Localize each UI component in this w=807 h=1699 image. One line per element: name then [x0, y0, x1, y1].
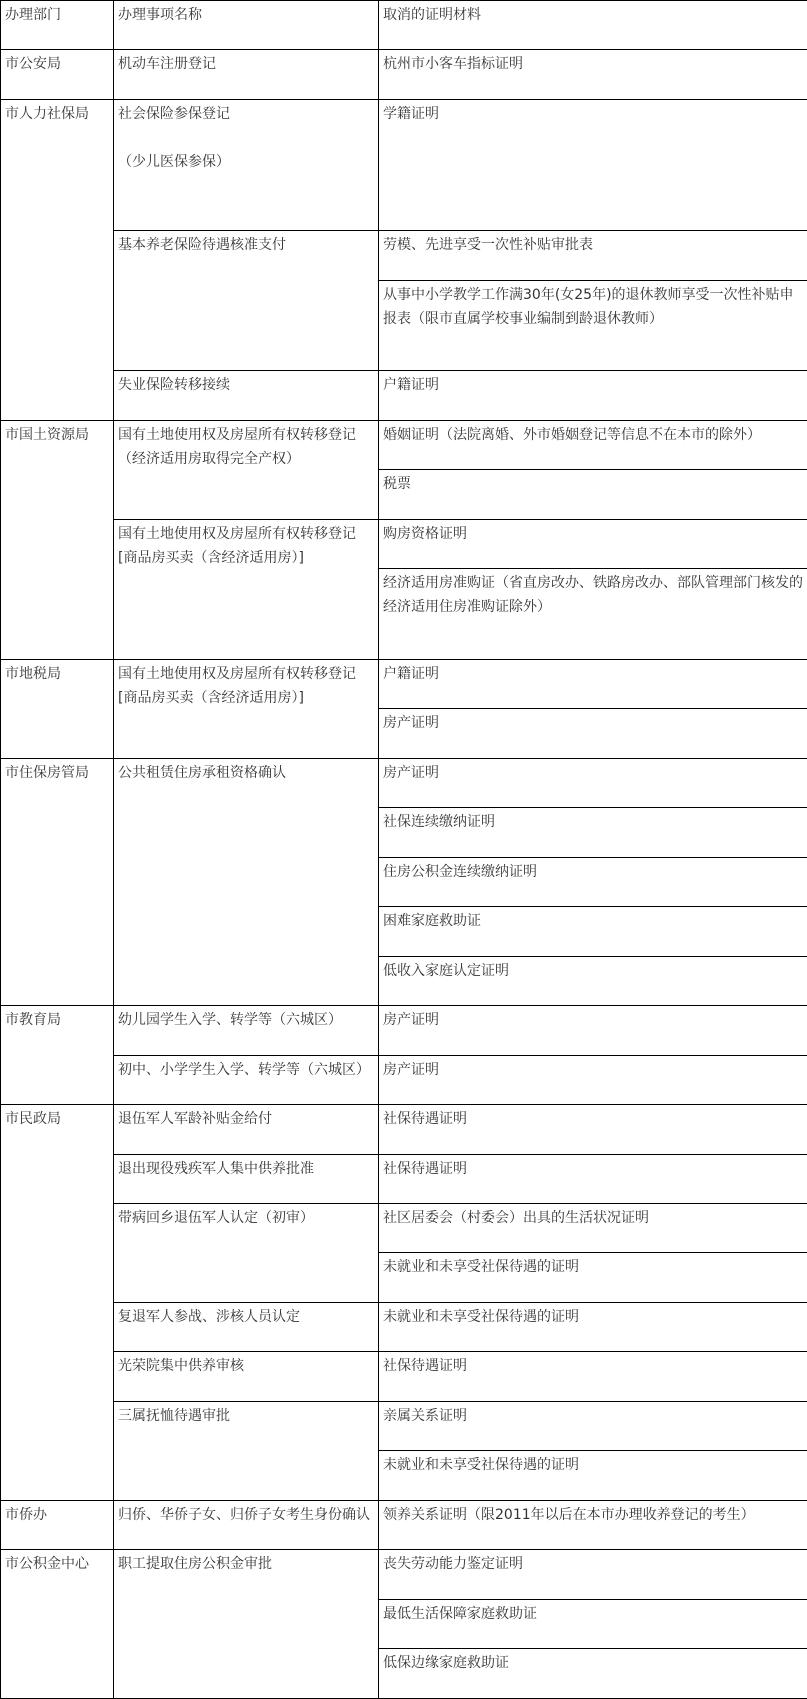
item-name-cell: 社会保险参保登记 （少儿医保参保） [114, 99, 379, 230]
material-cell: 购房资格证明 [379, 519, 807, 568]
material-cell: 经济适用房准购证（省直房改办、铁路房改办、部队管理部门核发的经济适用住房准购证除外） [379, 569, 807, 659]
item-name-cell: 退伍军人军龄补贴金给付 [114, 1105, 379, 1154]
table-row [1, 420, 807, 469]
table-row [1, 1352, 807, 1401]
material-cell: 房产证明 [379, 709, 807, 758]
material-cell: 未就业和未享受社保待遇的证明 [379, 1253, 807, 1302]
material-cell: 从事中小学教学工作满30年(女25年)的退休教师享受一次性补贴申报表（限市直属学校事业编制到龄退休教师） [379, 280, 807, 370]
table-row [1, 1550, 807, 1599]
department-cell: 市公积金中心 [1, 1550, 114, 1699]
table-row [1, 1006, 807, 1055]
department-cell: 市人力社保局 [1, 99, 114, 420]
department-cell: 市住保房管局 [1, 758, 114, 1005]
item-name-cell: 国有土地使用权及房屋所有权转移登记[商品房买卖（含经济适用房）] [114, 659, 379, 758]
table-row [1, 519, 807, 568]
table-row [1, 1055, 807, 1104]
material-cell: 社区居委会（村委会）出具的生活状况证明 [379, 1203, 807, 1252]
table-row [1, 1500, 807, 1549]
item-name-cell: 国有土地使用权及房屋所有权转移登记（经济适用房取得完全产权） [114, 420, 379, 519]
material-cell: 亲属关系证明 [379, 1401, 807, 1450]
department-cell: 市地税局 [1, 659, 114, 758]
material-cell: 困难家庭救助证 [379, 907, 807, 956]
department-cell: 市教育局 [1, 1006, 114, 1105]
material-cell: 住房公积金连续缴纳证明 [379, 857, 807, 906]
material-cell: 低保边缘家庭救助证 [379, 1649, 807, 1699]
material-cell: 税票 [379, 470, 807, 519]
material-cell: 房产证明 [379, 1006, 807, 1055]
table-header-row [1, 1, 807, 50]
table-row [1, 758, 807, 807]
table-row [1, 231, 807, 280]
material-cell: 低收入家庭认定证明 [379, 956, 807, 1005]
item-name-cell: 初中、小学学生入学、转学等（六城区） [114, 1055, 379, 1104]
table-row [1, 371, 807, 420]
material-cell: 户籍证明 [379, 659, 807, 708]
item-name-cell: 幼儿园学生入学、转学等（六城区） [114, 1006, 379, 1055]
material-cell: 婚姻证明（法院离婚、外市婚姻登记等信息不在本市的除外） [379, 420, 807, 469]
material-cell: 房产证明 [379, 1055, 807, 1104]
item-name-cell: 国有土地使用权及房屋所有权转移登记[商品房买卖（含经济适用房）] [114, 519, 379, 659]
item-name-cell: 归侨、华侨子女、归侨子女考生身份确认 [114, 1500, 379, 1549]
header-cancelled-materials: 取消的证明材料 [379, 1, 807, 50]
department-cell: 市侨办 [1, 1500, 114, 1549]
table-row [1, 1401, 807, 1450]
item-name-cell: 公共租赁住房承租资格确认 [114, 758, 379, 1005]
material-cell: 社保待遇证明 [379, 1154, 807, 1203]
item-name-cell: 职工提取住房公积金审批 [114, 1550, 379, 1699]
department-cell: 市公安局 [1, 50, 114, 99]
table-row [1, 1302, 807, 1351]
material-cell: 户籍证明 [379, 371, 807, 420]
material-cell: 领养关系证明（限2011年以后在本市办理收养登记的考生） [379, 1500, 807, 1549]
material-cell: 社保待遇证明 [379, 1352, 807, 1401]
table-row [1, 50, 807, 99]
item-name-cell: 带病回乡退伍军人认定（初审） [114, 1203, 379, 1302]
item-name-cell: 光荣院集中供养审核 [114, 1352, 379, 1401]
material-cell: 学籍证明 [379, 99, 807, 230]
table-row [1, 1105, 807, 1154]
department-cell: 市民政局 [1, 1105, 114, 1501]
department-cell: 市国土资源局 [1, 420, 114, 659]
material-cell: 未就业和未享受社保待遇的证明 [379, 1302, 807, 1351]
header-item-name: 办理事项名称 [114, 1, 379, 50]
item-name-cell: 基本养老保险待遇核准支付 [114, 231, 379, 371]
table-row [1, 1154, 807, 1203]
table-row [1, 1203, 807, 1252]
material-cell: 劳模、先进享受一次性补贴审批表 [379, 231, 807, 280]
item-name-cell: 复退军人参战、涉核人员认定 [114, 1302, 379, 1351]
item-name-cell: 机动车注册登记 [114, 50, 379, 99]
header-department: 办理部门 [1, 1, 114, 50]
material-cell: 未就业和未享受社保待遇的证明 [379, 1451, 807, 1500]
table-body [1, 1, 807, 1699]
material-cell: 最低生活保障家庭救助证 [379, 1599, 807, 1648]
item-name-cell: 失业保险转移接续 [114, 371, 379, 420]
item-name-cell: 退出现役残疾军人集中供养批准 [114, 1154, 379, 1203]
table-row [1, 99, 807, 230]
material-cell: 丧失劳动能力鉴定证明 [379, 1550, 807, 1599]
material-cell: 杭州市小客车指标证明 [379, 50, 807, 99]
table-row [1, 659, 807, 708]
item-name-cell: 三属抚恤待遇审批 [114, 1401, 379, 1500]
material-cell: 社保待遇证明 [379, 1105, 807, 1154]
material-cell: 房产证明 [379, 758, 807, 807]
material-cell: 社保连续缴纳证明 [379, 808, 807, 857]
